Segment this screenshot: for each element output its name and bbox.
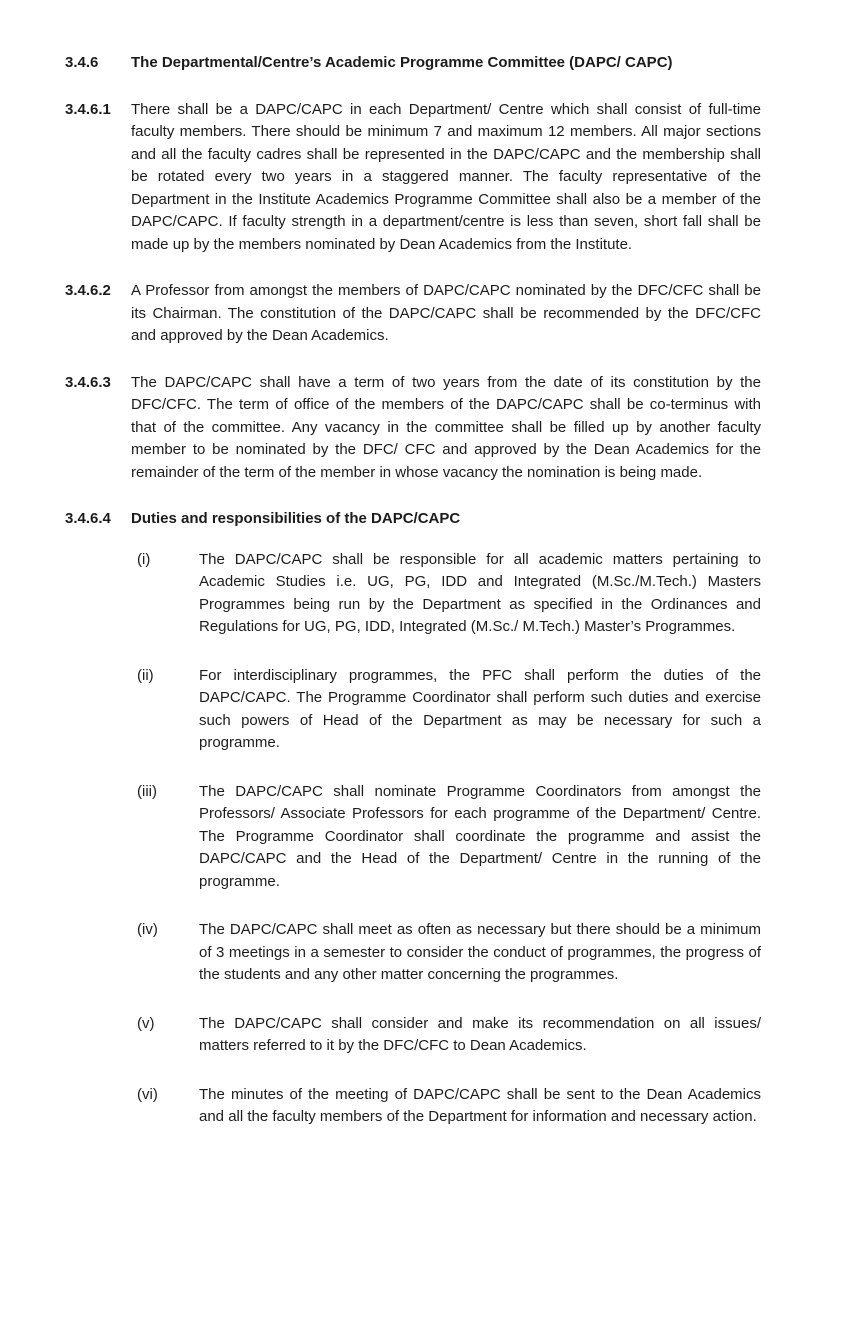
section-3-4-6-2 [65,280,761,348]
list-item-text: The DAPC/CAPC shall nominate Programme Coordinators from amongst the Professors/ Associate Professors for each programme of the Department/ Centre. The Programme Coordinator shall coordinate the programme and assist the DAPC/CAPC and the Head of the Department/ Centre in the running of the programme. [199,782,761,890]
section-number: 3.4.6.3 [65,373,111,391]
list-item-label: (iii) [137,782,157,800]
section-3-4-6 [65,52,761,75]
duties-list [131,549,761,1129]
list-item-v [137,1013,761,1058]
section-paragraph: A Professor from amongst the members of DAPC/CAPC nominated by the DFC/CFC shall be its Chairman. The constitution of the DAPC/CAPC shall be recommended by the DFC/CFC and approved by the Dean Academics. [131,282,761,344]
section-number: 3.4.6.4 [65,510,111,527]
list-item-vi [137,1084,761,1129]
list-item-label: (ii) [137,666,154,684]
list-item-label: (iv) [137,921,158,938]
section-heading: The Departmental/Centre’s Academic Programme Committee (DAPC/ CAPC) [131,54,673,71]
section-3-4-6-3 [65,372,761,485]
list-item-text: For interdisciplinary programmes, the PFC shall perform the duties of the DAPC/CAPC. The Programme Coordinator shall perform such duties and exercise such powers of Head of the Department as may be necessary for such a programme. [199,666,761,751]
list-item-ii [137,665,761,755]
list-item-i [137,549,761,639]
section-heading: Duties and responsibilities of the DAPC/CAPC [131,510,461,527]
section-heading-wrap [131,508,761,1129]
list-item-text: The minutes of the meeting of DAPC/CAPC shall be sent to the Dean Academics and all the faculty members of the Department for information and necessary action. [199,1085,761,1125]
list-item-text: The DAPC/CAPC shall be responsible for all academic matters pertaining to Academic Studies i.e. UG, PG, IDD and Integrated (M.Sc./M.Tech.) Masters Programmes being run by the Department as specified in the Ordinances and Regulations for UG, PG, IDD, Integrated (M.Sc./ M.Tech.) Master’s Programmes. [199,550,761,635]
list-item-text: The DAPC/CAPC shall meet as often as necessary but there should be a minimum of 3 meetings in a semester to consider the conduct of programmes, the progress of the students and any other matter concerning the programmes. [199,921,761,983]
section-number: 3.4.6.2 [65,282,111,299]
section-number: 3.4.6.1 [65,100,111,118]
section-3-4-6-4 [65,508,761,1129]
list-item-label: (i) [137,550,151,568]
list-item-label: (v) [137,1014,155,1032]
section-paragraph: There shall be a DAPC/CAPC in each Department/ Centre which shall consist of full-time faculty members. There should be minimum 7 and maximum 12 members. All major sections and all the faculty cadres shall be represented in the DAPC/CAPC and the membership shall be rotated every two years in a staggered manner. The faculty representative of the Department in the Institute Academics Programme Committee shall also be a member of the DAPC/CAPC. If faculty strength in a department/centre is less than seven, short fall shall be made up by the members nominated by Dean Academics from the Institute. [131,100,761,253]
list-item-iii [137,781,761,894]
list-item-label: (vi) [137,1085,158,1103]
section-3-4-6-1 [65,99,761,257]
section-number: 3.4.6 [65,54,99,71]
section-paragraph: The DAPC/CAPC shall have a term of two years from the date of its constitution by the DFC/CFC. The term of office of the members of the DAPC/CAPC shall be co-terminus with that of the committee. Any vacancy in the committee shall be filled up by another faculty member to be nominated by the DFC/ CFC and approved by the Dean Academics for the remainder of the term of the member in whose vacancy the nomination is being made. [131,373,761,481]
list-item-text: The DAPC/CAPC shall consider and make its recommendation on all issues/ matters referred to it by the DFC/CFC to Dean Academics. [199,1014,761,1054]
list-item-iv [137,919,761,987]
